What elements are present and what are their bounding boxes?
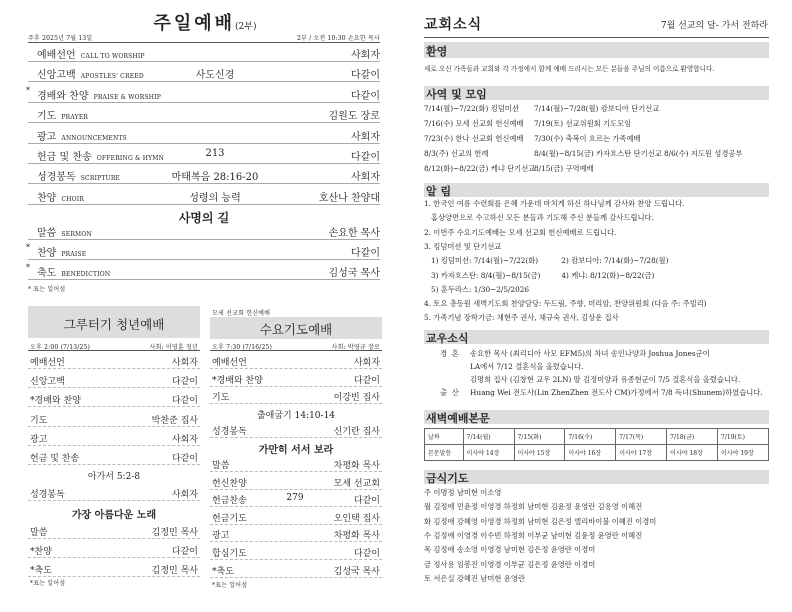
service-item-leader: 사회자 <box>353 358 380 368</box>
ministry-entry: 8/15(금) 구역예배 <box>534 164 594 173</box>
service-item-label: 경배와 찬양 <box>37 90 89 102</box>
service-row <box>212 564 380 577</box>
service-item-leader: 사회자 <box>171 358 198 368</box>
ministry-entry: 7/14(월)~7/22(화) 킹덤미션 <box>424 104 519 113</box>
service-item <box>28 148 164 163</box>
row-divider <box>210 403 382 404</box>
service-item <box>28 224 92 239</box>
dawn-body-cell: 이사야 15장 <box>514 445 565 461</box>
service-item <box>28 107 88 122</box>
notice-line: 3) 카자흐스탄: 8/4(월)~8/15(금) 4) 케냐: 8/12(화)~8/22(금) <box>424 270 655 280</box>
service-item-label: 헌금 및 찬송 <box>37 152 92 163</box>
dawn-header-cell: 7/17(목) <box>616 429 667 445</box>
service-item <box>28 128 127 143</box>
service-row <box>212 546 380 559</box>
service-row <box>28 107 380 122</box>
ministry-title: 사역 및 모임 <box>426 88 487 101</box>
service-item-leader: 차평화 목사 <box>333 531 380 542</box>
dawn-header-cell: 7/18(금) <box>667 429 718 445</box>
row-divider <box>210 368 382 369</box>
service-item-label: *축도 <box>30 566 52 576</box>
service-row <box>28 244 380 259</box>
row-divider <box>210 541 382 542</box>
dawn-header-cell: 7/15(화) <box>514 429 565 445</box>
member-news-tag: 경 혼 <box>440 349 459 358</box>
row-divider <box>28 204 380 205</box>
service-item-english: BENEDICTION <box>59 271 111 278</box>
service-item-label: 신앙고백 <box>37 70 76 82</box>
service-item-leader: 다같이 <box>353 375 380 386</box>
notice-line: 5. 가족기념 장학기금: 채현주 권사, 채규숙 권사, 김상운 집사 <box>424 313 619 323</box>
service-item-english: CALL TO WORSHIP <box>78 53 145 60</box>
dawn-header-cell: 7/19(토) <box>718 429 769 445</box>
service-row <box>30 374 198 387</box>
service-item-detail: 성령의 능력 <box>189 192 241 204</box>
service-item-leader: 사회자 <box>351 50 380 61</box>
service-item-leader: 다같이 <box>171 454 198 464</box>
service-item-leader: 김정민 목사 <box>151 566 198 576</box>
dawn-header-cell: 날짜 <box>425 429 464 445</box>
service-item-leader: 김원도 장로 <box>328 111 380 123</box>
service-row <box>30 544 198 557</box>
service-item-label: 광고 <box>37 131 57 143</box>
notices-banner <box>424 183 769 197</box>
stand-note: * 표는 일어섬 <box>28 286 66 293</box>
service-item-leader: 다같이 <box>171 377 198 388</box>
service-item-label: *경배와 찬양 <box>30 396 81 407</box>
standing-mark: * <box>26 263 30 272</box>
welcome-banner <box>424 42 769 58</box>
dawn-title: 새벽예배본문 <box>426 412 490 425</box>
row-divider <box>28 445 200 446</box>
service-item-label: 말씀 <box>30 528 48 538</box>
dawn-header-cell: 7/16(수) <box>565 429 616 445</box>
service-row <box>212 355 380 368</box>
service-item-label: 헌금찬송 <box>212 496 247 507</box>
news-divider <box>424 37 769 38</box>
fast-line: 월 김정애 민윤정 이영경 하정희 남미현 김윤정 윤영란 김용영 이혜진 <box>424 502 643 512</box>
row-divider <box>28 122 380 123</box>
member-news-title: 교우소식 <box>426 332 469 345</box>
member-news-line: 송요한 목사 (최리디아 사모 EFM5)의 차녀 송인나양과 Joshua Jones군이 <box>470 349 710 358</box>
dawn-body-cell: 이사야 19장 <box>718 445 769 461</box>
service-row <box>212 476 380 489</box>
row-divider <box>210 437 382 438</box>
row-divider <box>28 163 380 164</box>
service-item <box>28 244 86 259</box>
service-item-label: 성경봉독 <box>212 427 247 437</box>
row-divider <box>28 102 380 103</box>
row-divider <box>28 576 200 577</box>
service-item-english: OFFERING & HYMN <box>94 155 165 162</box>
main-service-title-suffix: (2부) <box>235 22 257 32</box>
welcome-title: 환영 <box>426 45 448 58</box>
service-date: 주후 2025년 7월 13일 <box>28 35 93 42</box>
service-item-english: SCRIPTURE <box>78 175 121 183</box>
service-row <box>30 563 198 576</box>
row-divider <box>210 577 382 578</box>
row-divider <box>28 279 380 280</box>
row-divider <box>210 471 382 472</box>
service-item-label: 예배선언 <box>212 358 247 368</box>
service-item-label: 광고 <box>30 434 48 445</box>
youth-time: 오후 2:00 (7/13/25) <box>30 344 91 351</box>
dawn-body-cell: 본문말씀 <box>425 445 464 461</box>
notice-line: 1. 한국인 여름 수련회를 은혜 가운데 마치게 하신 하나님께 감사와 찬양 드립니다. <box>424 199 685 208</box>
service-item-label: 말씀 <box>212 461 230 471</box>
service-item-leader: 다같이 <box>171 547 198 557</box>
service-item-leader: 모세 선교회 <box>333 478 380 489</box>
youth-title: 그루터기 청년예배 <box>63 317 165 332</box>
row-divider <box>28 557 200 558</box>
main-service-title <box>20 9 390 35</box>
fast-line: 금 정사용 임봉진 이영경 이부균 김은정 윤영란 이경미 <box>424 559 596 569</box>
service-row <box>212 390 380 403</box>
fast-title: 금식기도 <box>426 472 469 485</box>
ministry-entry: 7/16(수) 모세 선교회 헌신예배 <box>424 119 524 128</box>
service-row <box>28 224 380 239</box>
row-divider <box>28 61 380 62</box>
service-item-label: 찬양 <box>37 248 57 259</box>
dawn-body-row <box>425 445 769 461</box>
service-item-detail: 279 <box>286 493 304 504</box>
notice-line: 5) 훈두라스: 1/30~2/5/2026 <box>424 284 530 294</box>
month-motto: 7월 선교의 달- 가서 전하라 <box>660 21 768 31</box>
service-item-label: 기도 <box>30 415 48 426</box>
row-divider <box>28 500 200 501</box>
fast-banner <box>424 470 769 484</box>
service-item-leader: 사회자 <box>171 434 198 445</box>
fast-line: 토 서은실 강혜진 남미현 윤영란 <box>424 573 525 583</box>
service-item-label: *축도 <box>212 566 234 577</box>
service-item-leader: 신기란 집사 <box>333 427 380 437</box>
ministry-entry: 7/14(월)~7/28(월) 캄보디아 단기선교 <box>534 104 660 113</box>
service-time: 2부 / 오전 10:30 손요한 목사 <box>296 35 380 42</box>
service-item <box>28 189 84 204</box>
row-divider <box>210 386 382 387</box>
fast-line: 수 김정애 이영경 이수빈 하정희 이부균 남미현 김윤정 윤영란 이혜진 <box>424 530 643 540</box>
service-row <box>212 511 380 524</box>
service-item-label: 성경봉독 <box>37 172 76 184</box>
row-divider <box>28 368 200 369</box>
row-divider <box>28 387 200 388</box>
service-item-leader: 사회자 <box>171 490 198 500</box>
service-item-leader: 이강빈 집사 <box>333 393 380 403</box>
row-divider <box>210 506 382 507</box>
service-item-label: 찬양 <box>37 192 57 204</box>
row-divider <box>28 143 380 144</box>
service-item-english: ANNOUNCEMENTS <box>59 134 127 142</box>
service-item <box>28 168 120 183</box>
service-row <box>30 393 198 406</box>
service-item-leader: 김성국 목사 <box>328 268 380 279</box>
dawn-header-cell: 7/14(월) <box>463 429 514 445</box>
standing-mark: * <box>26 85 30 95</box>
member-news-banner <box>424 330 769 344</box>
row-divider <box>28 426 200 427</box>
dawn-body-cell: 이사야 16장 <box>565 445 616 461</box>
service-item-label: 예배선언 <box>30 358 65 368</box>
ministry-entry: 7/19(토) 선교위원회 기도모임 <box>534 119 632 128</box>
service-item-leader: 사회자 <box>351 131 380 143</box>
member-news-line: LA에서 7/12 결혼식을 올렸습니다. <box>470 362 584 371</box>
row-divider <box>210 559 382 560</box>
service-item-leader: 다같이 <box>171 396 198 407</box>
service-item-english: SERMON <box>59 231 92 238</box>
wed-pre-title: 모세 선교회 헌신예배 <box>212 310 271 317</box>
service-item-label: 축도 <box>37 268 57 279</box>
ministry-entry: 7/23(수) 한나 선교회 헌신예배 <box>424 134 524 143</box>
service-item-label: 합심기도 <box>212 549 247 559</box>
dawn-body-cell: 이사야 14장 <box>463 445 514 461</box>
news-title: 교회소식 <box>424 17 483 33</box>
service-item-english: PRAYER <box>59 114 89 122</box>
wed-divider <box>210 350 382 351</box>
wed-stand-note: *표는 일어섬 <box>212 582 248 589</box>
wed-sermon-title: 가만히 서서 보라 <box>258 445 334 456</box>
ministry-entry: 8/4(월)~8/15(금) 카자흐스탄 단기선교 <box>534 149 662 158</box>
wed-leader: 사회: 박영규 장로 <box>331 344 380 351</box>
service-item-leader: 호산나 찬양대 <box>318 192 380 204</box>
service-item-label: *경배와 찬양 <box>212 375 263 386</box>
service-item <box>28 66 144 81</box>
service-item-leader: 다같이 <box>353 549 380 559</box>
service-item-detail: 마태복음 28:16-20 <box>171 172 259 184</box>
service-item <box>28 87 161 102</box>
notice-line: 4. 토요 총동원 새벽기도회 찬양담당: 두드림, 주향, 미리암, 찬양위원회 (다음 주: 주빌리) <box>424 299 707 309</box>
dawn-body-cell: 이사야 18장 <box>667 445 718 461</box>
service-item-detail: 213 <box>205 148 225 159</box>
service-item-label: 신앙고백 <box>30 377 65 388</box>
service-item-english: CHOIR <box>59 195 85 203</box>
service-item-leader: 박찬준 집사 <box>151 415 198 426</box>
service-row <box>30 487 198 500</box>
fast-line: 주 이명정 남미현 이소영 <box>424 488 502 497</box>
member-news-line: 김명희 집사 (김창현 교우 2LN) 딸 김정미양과 유종현군이 7/5 결혼식을 올렸습니다. <box>470 375 741 384</box>
row-divider <box>28 81 380 82</box>
service-row <box>30 432 198 445</box>
service-row <box>212 458 380 471</box>
service-item-label: 기도 <box>37 111 57 123</box>
service-item-detail: 사도신경 <box>195 70 235 82</box>
service-item-label: 헌신찬양 <box>212 478 247 489</box>
service-item-leader: 다같이 <box>351 248 380 259</box>
service-row <box>28 128 380 143</box>
service-item-leader: 다같이 <box>353 496 380 507</box>
row-divider <box>28 259 380 260</box>
service-row <box>212 373 380 386</box>
notices-title: 알 림 <box>426 185 452 198</box>
notice-line: 3. 킹덤미션 및 단기선교 <box>424 241 502 251</box>
service-item-label: *찬양 <box>30 547 52 557</box>
service-item-leader: 손요한 목사 <box>328 228 380 239</box>
youth-stand-note: *표는 일어섬 <box>30 580 66 587</box>
service-row <box>28 46 380 61</box>
service-item-leader: 다같이 <box>351 90 380 102</box>
service-item-english: PRAISE & WORSHIP <box>91 93 162 101</box>
standing-mark: * <box>26 243 30 252</box>
row-divider <box>28 464 200 465</box>
main-sermon-title: 사명의 길 <box>178 211 230 225</box>
notice-line: 2. 이번주 수요기도예배는 모세 선교회 헌신예배로 드립니다. <box>424 227 617 237</box>
wed-title: 수요기도예배 <box>259 322 333 337</box>
youth-leader: 사회: 이영훈 청년 <box>149 344 198 351</box>
service-item-leader: 다같이 <box>351 70 380 82</box>
service-item-label: 예배선언 <box>37 50 76 61</box>
row-divider <box>28 406 200 407</box>
service-row <box>28 87 380 102</box>
service-row <box>28 264 380 279</box>
service-item-label: 헌금 및 찬송 <box>30 454 80 464</box>
ministry-entry: 8/6(수) 지도원 성경공부 <box>664 149 743 158</box>
service-item-leader: 김성국 목사 <box>333 566 380 577</box>
service-row <box>30 355 198 368</box>
row-divider <box>28 538 200 539</box>
wed-time: 오후 7:30 (7/16/25) <box>212 344 273 351</box>
service-item-label: 기도 <box>212 393 230 403</box>
notice-line: 1) 킹덤미션: 7/14(월)~7/22(화) 2) 캄보디아: 7/14(화)~7/28(월) <box>424 256 669 266</box>
main-service-title-text: 주일예배 <box>153 13 236 34</box>
service-item-label: 광고 <box>212 531 230 542</box>
service-item-leader: 오인택 집사 <box>333 513 380 524</box>
dawn-body-cell: 이사야 17장 <box>616 445 667 461</box>
service-item-label: 말씀 <box>37 228 57 239</box>
wed-scripture-ref: 출애굽기 14:10-14 <box>256 411 336 421</box>
dawn-schedule-table <box>424 428 769 461</box>
notice-line: 홈상양면으로 수고하신 모든 분들과 기도해 주신 분들께 감사드립니다. <box>424 213 654 223</box>
service-item-leader: 다같이 <box>351 152 380 163</box>
title-divider <box>28 42 380 43</box>
row-divider <box>28 183 380 184</box>
service-row <box>30 451 198 464</box>
service-item-label: 헌금기도 <box>212 513 247 524</box>
service-item <box>28 46 145 61</box>
service-item-leader: 김정민 목사 <box>151 528 198 538</box>
ministry-entry: 8/12(화)~8/22(금) 케냐 단기선교 <box>424 164 536 173</box>
service-row <box>30 525 198 538</box>
member-news-tag: 출 산 <box>440 388 459 397</box>
service-item-english: PRAISE <box>59 251 87 258</box>
service-item-english: APOSTLES' CREED <box>78 73 144 81</box>
service-item-leader: 차평화 목사 <box>333 461 380 471</box>
welcome-text: 새로 오신 가족들과 교회와 각 가정에서 함께 예배 드리시는 모든 분들을 주님의 이름으로 환영합니다. <box>424 65 715 73</box>
youth-sermon-title: 가장 아름다운 노래 <box>71 510 157 521</box>
fast-line: 목 김정애 송소영 이영경 남미현 김은정 윤영란 이경미 <box>424 545 596 555</box>
ministry-entry: 7/30(수) 축복이 흐르는 가족예배 <box>534 134 641 143</box>
ministry-entry: 8/3(주) 선교의 헌례 <box>424 149 489 158</box>
service-item-leader: 사회자 <box>351 172 380 184</box>
dawn-header-row <box>425 429 769 445</box>
youth-scripture-ref: 아가서 5:2-8 <box>87 472 141 482</box>
member-news-line: Huang Wei 전도사(Lin ZhenZhen 전도사 CM)가정에서 7/8 득녀(Shunem)하였습니다. <box>470 388 763 397</box>
fast-line: 화 김정애 강혜영 이영경 하정희 남미현 김은정 엘리바이불 이혜진 이경미 <box>424 516 657 526</box>
row-divider <box>210 524 382 525</box>
service-row <box>212 528 380 541</box>
service-row <box>30 413 198 426</box>
row-divider <box>210 489 382 490</box>
service-item-label: 성경봉독 <box>30 490 65 500</box>
service-row <box>212 424 380 437</box>
row-divider <box>28 239 380 240</box>
service-item <box>28 264 110 279</box>
youth-divider <box>28 350 200 351</box>
